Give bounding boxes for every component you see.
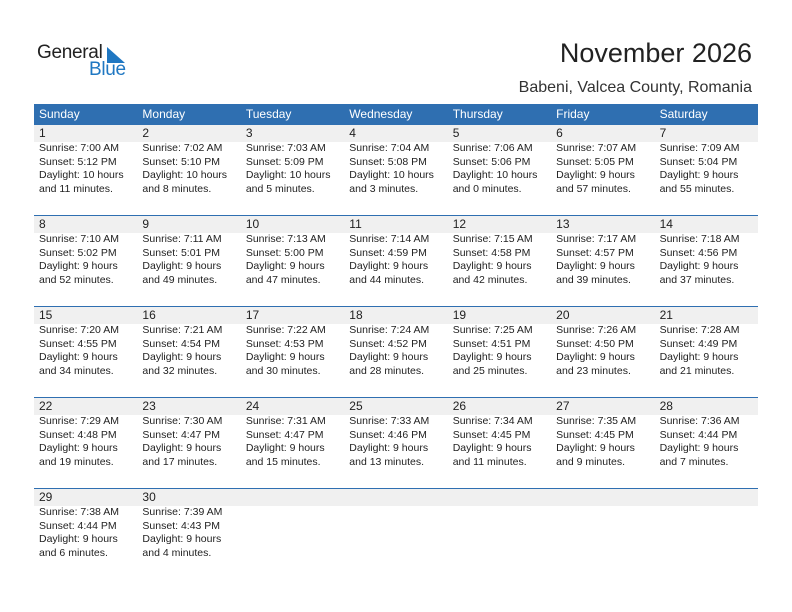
daylight-minutes: and 8 minutes. <box>142 182 212 195</box>
sunrise-time: Sunrise: 7:39 AM <box>142 506 223 518</box>
sunset-time: Sunset: 5:01 PM <box>142 246 221 259</box>
sunset-time: Sunset: 4:54 PM <box>142 337 221 350</box>
daylight-hours: Daylight: 9 hours <box>452 351 532 363</box>
day-cell <box>448 125 551 215</box>
daylight-hours: Daylight: 9 hours <box>556 260 635 272</box>
day-number: 8 <box>39 217 46 231</box>
daylight-minutes: and 28 minutes. <box>349 364 424 377</box>
daylight-minutes: and 34 minutes. <box>39 364 114 377</box>
daylight-minutes: and 49 minutes. <box>142 273 218 286</box>
sunset-time: Sunset: 4:51 PM <box>452 337 531 350</box>
day-cell <box>344 125 447 215</box>
sunset-time: Sunset: 4:47 PM <box>245 428 324 441</box>
sunset-time: Sunset: 5:10 PM <box>142 155 221 168</box>
sunset-time: Sunset: 5:09 PM <box>245 155 324 168</box>
sunset-time: Sunset: 4:48 PM <box>39 428 117 441</box>
day-number: 17 <box>245 308 260 322</box>
sunset-time: Sunset: 4:56 PM <box>659 246 738 259</box>
daylight-hours: Daylight: 9 hours <box>39 260 118 272</box>
sunrise-time: Sunrise: 7:07 AM <box>556 142 637 154</box>
location-subtitle: Babeni, Valcea County, Romania <box>518 79 752 96</box>
sunrise-time: Sunrise: 7:24 AM <box>349 324 430 336</box>
day-number: 9 <box>142 217 150 231</box>
day-number: 11 <box>349 217 362 231</box>
sunrise-time: Sunrise: 7:17 AM <box>556 233 637 245</box>
sunset-time: Sunset: 4:47 PM <box>142 428 221 441</box>
sunrise-time: Sunrise: 7:26 AM <box>556 324 637 336</box>
day-cell <box>137 216 240 306</box>
day-number: 12 <box>452 217 467 231</box>
daylight-minutes: and 5 minutes. <box>245 182 315 195</box>
day-cell <box>448 307 551 397</box>
sunset-time: Sunset: 4:49 PM <box>659 337 738 350</box>
day-number: 2 <box>142 126 150 140</box>
day-cell <box>551 398 654 488</box>
week-row <box>34 488 758 579</box>
sunrise-time: Sunrise: 7:30 AM <box>142 415 223 427</box>
sunrise-time: Sunrise: 7:36 AM <box>659 415 740 427</box>
day-number: 21 <box>659 308 673 322</box>
daylight-minutes: and 11 minutes. <box>452 455 527 468</box>
week-row <box>34 215 758 306</box>
day-cell <box>344 398 447 488</box>
daylight-minutes: and 13 minutes. <box>349 455 424 468</box>
daylight-hours: Daylight: 10 hours <box>142 169 228 181</box>
day-number: 14 <box>659 217 673 231</box>
daylight-minutes: and 39 minutes. <box>556 273 631 286</box>
sunset-time: Sunset: 4:45 PM <box>556 428 634 441</box>
day-number: 13 <box>556 217 570 231</box>
sunrise-time: Sunrise: 7:10 AM <box>39 233 119 245</box>
sunset-time: Sunset: 4:58 PM <box>452 246 531 259</box>
daylight-minutes: and 23 minutes. <box>556 364 631 377</box>
logo-word-general: General <box>37 42 103 63</box>
week-row <box>34 397 758 488</box>
sunrise-time: Sunrise: 7:04 AM <box>349 142 430 154</box>
week-grid <box>34 489 758 579</box>
daylight-minutes: and 21 minutes. <box>659 364 735 377</box>
sunset-time: Sunset: 4:45 PM <box>452 428 531 441</box>
day-number: 15 <box>39 308 53 322</box>
daylight-hours: Daylight: 9 hours <box>39 533 118 545</box>
day-cell <box>137 125 240 215</box>
daylight-hours: Daylight: 9 hours <box>245 260 325 272</box>
daylight-hours: Daylight: 9 hours <box>659 351 739 363</box>
sunrise-time: Sunrise: 7:14 AM <box>349 233 430 245</box>
day-cell <box>551 125 654 215</box>
daylight-minutes: and 19 minutes. <box>39 455 114 468</box>
daylight-hours: Daylight: 9 hours <box>142 351 222 363</box>
daylight-minutes: and 42 minutes. <box>452 273 528 286</box>
sunset-time: Sunset: 5:08 PM <box>349 155 427 168</box>
day-number: 4 <box>349 126 356 140</box>
daylight-hours: Daylight: 9 hours <box>142 260 222 272</box>
sunrise-time: Sunrise: 7:09 AM <box>659 142 740 154</box>
daylight-hours: Daylight: 10 hours <box>349 169 434 181</box>
daylight-hours: Daylight: 9 hours <box>142 442 222 454</box>
calendar-grid <box>34 104 758 579</box>
day-number <box>660 489 758 506</box>
day-number: 23 <box>142 399 156 413</box>
daylight-minutes: and 55 minutes. <box>659 182 735 195</box>
sunrise-time: Sunrise: 7:29 AM <box>39 415 119 427</box>
daylight-hours: Daylight: 10 hours <box>245 169 331 181</box>
daylight-minutes: and 7 minutes. <box>659 455 729 468</box>
sunrise-time: Sunrise: 7:28 AM <box>659 324 740 336</box>
day-cell <box>34 398 137 488</box>
empty-day-cell <box>551 489 654 579</box>
daylight-hours: Daylight: 9 hours <box>39 351 118 363</box>
daylight-hours: Daylight: 9 hours <box>659 442 739 454</box>
day-number: 20 <box>556 308 570 322</box>
daylight-minutes: and 37 minutes. <box>659 273 735 286</box>
sunrise-time: Sunrise: 7:21 AM <box>142 324 223 336</box>
daylight-minutes: and 25 minutes. <box>452 364 528 377</box>
day-cell <box>448 216 551 306</box>
sunrise-time: Sunrise: 7:15 AM <box>452 233 533 245</box>
day-number: 16 <box>142 308 156 322</box>
week-grid <box>34 398 758 488</box>
daylight-hours: Daylight: 9 hours <box>452 260 532 272</box>
daylight-hours: Daylight: 9 hours <box>349 260 429 272</box>
daylight-hours: Daylight: 9 hours <box>245 442 325 454</box>
daylight-hours: Daylight: 9 hours <box>245 351 325 363</box>
weekday-monday: Monday <box>142 107 186 121</box>
daylight-hours: Daylight: 10 hours <box>452 169 538 181</box>
empty-day-cell <box>241 489 344 579</box>
weekday-sunday: Sunday <box>39 107 80 121</box>
sunset-time: Sunset: 4:50 PM <box>556 337 634 350</box>
generalblue-logo <box>37 42 137 82</box>
logo-word-blue: Blue <box>89 59 126 80</box>
sunrise-time: Sunrise: 7:11 AM <box>142 233 222 245</box>
day-number <box>556 489 654 506</box>
day-cell <box>137 398 240 488</box>
day-cell <box>655 307 758 397</box>
sunset-time: Sunset: 4:55 PM <box>39 337 117 350</box>
day-cell <box>34 216 137 306</box>
weekday-friday: Friday <box>556 107 590 121</box>
week-grid <box>34 125 758 215</box>
empty-day-cell <box>448 489 551 579</box>
day-cell <box>344 216 447 306</box>
sunset-time: Sunset: 4:46 PM <box>349 428 427 441</box>
week-grid <box>34 216 758 306</box>
daylight-minutes: and 32 minutes. <box>142 364 218 377</box>
daylight-hours: Daylight: 9 hours <box>349 442 429 454</box>
sunset-time: Sunset: 4:53 PM <box>245 337 324 350</box>
sunrise-time: Sunrise: 7:13 AM <box>245 233 326 245</box>
sunset-time: Sunset: 4:52 PM <box>349 337 427 350</box>
daylight-minutes: and 30 minutes. <box>245 364 321 377</box>
day-number: 28 <box>659 399 673 413</box>
sunrise-time: Sunrise: 7:25 AM <box>452 324 533 336</box>
day-number: 7 <box>659 126 667 140</box>
day-number: 22 <box>39 399 53 413</box>
daylight-minutes: and 11 minutes. <box>39 182 113 195</box>
sunset-time: Sunset: 5:05 PM <box>556 155 634 168</box>
empty-day-cell <box>344 489 447 579</box>
sunrise-time: Sunrise: 7:31 AM <box>245 415 326 427</box>
sunset-time: Sunset: 4:44 PM <box>39 519 117 532</box>
daylight-hours: Daylight: 9 hours <box>349 351 429 363</box>
day-cell <box>137 307 240 397</box>
day-number: 25 <box>349 399 363 413</box>
sunrise-time: Sunrise: 7:22 AM <box>245 324 326 336</box>
daylight-minutes: and 9 minutes. <box>556 455 626 468</box>
daylight-hours: Daylight: 10 hours <box>39 169 124 181</box>
day-cell <box>551 216 654 306</box>
sunrise-time: Sunrise: 7:02 AM <box>142 142 223 154</box>
sunset-time: Sunset: 4:57 PM <box>556 246 634 259</box>
day-number: 5 <box>452 126 460 140</box>
day-number: 24 <box>245 399 260 413</box>
day-number: 10 <box>245 217 260 231</box>
daylight-minutes: and 3 minutes. <box>349 182 419 195</box>
day-number <box>246 489 344 506</box>
day-number: 19 <box>452 308 467 322</box>
day-number: 29 <box>39 490 53 504</box>
sunset-time: Sunset: 4:44 PM <box>659 428 738 441</box>
weekday-saturday: Saturday <box>659 107 708 121</box>
sunset-time: Sunset: 5:00 PM <box>245 246 324 259</box>
day-number: 30 <box>142 490 156 504</box>
day-number: 1 <box>39 126 46 140</box>
day-cell <box>34 307 137 397</box>
daylight-hours: Daylight: 9 hours <box>142 533 222 545</box>
daylight-minutes: and 0 minutes. <box>452 182 522 195</box>
sunrise-time: Sunrise: 7:34 AM <box>452 415 533 427</box>
page-title: November 2026 <box>559 38 752 68</box>
daylight-minutes: and 4 minutes. <box>142 546 212 559</box>
sunrise-time: Sunrise: 7:35 AM <box>556 415 637 427</box>
sunset-time: Sunset: 4:59 PM <box>349 246 427 259</box>
daylight-hours: Daylight: 9 hours <box>556 351 635 363</box>
day-number: 26 <box>452 399 467 413</box>
sunrise-time: Sunrise: 7:18 AM <box>659 233 740 245</box>
weekday-wednesday: Wednesday <box>349 107 413 121</box>
daylight-minutes: and 44 minutes. <box>349 273 424 286</box>
week-grid <box>34 307 758 397</box>
daylight-minutes: and 17 minutes. <box>142 455 218 468</box>
daylight-hours: Daylight: 9 hours <box>39 442 118 454</box>
week-row <box>34 306 758 397</box>
day-number: 18 <box>349 308 363 322</box>
weekday-header-row <box>34 104 758 125</box>
day-cell <box>241 125 344 215</box>
day-cell <box>655 398 758 488</box>
daylight-hours: Daylight: 9 hours <box>452 442 532 454</box>
sunset-time: Sunset: 4:43 PM <box>142 519 221 532</box>
daylight-minutes: and 57 minutes. <box>556 182 631 195</box>
daylight-hours: Daylight: 9 hours <box>556 442 635 454</box>
daylight-hours: Daylight: 9 hours <box>659 169 739 181</box>
weekday-thursday: Thursday <box>452 107 503 121</box>
sunset-time: Sunset: 5:12 PM <box>39 155 117 168</box>
sunrise-time: Sunrise: 7:06 AM <box>452 142 533 154</box>
day-number: 27 <box>556 399 570 413</box>
sunset-time: Sunset: 5:02 PM <box>39 246 117 259</box>
day-number: 6 <box>556 126 563 140</box>
sunset-time: Sunset: 5:04 PM <box>659 155 738 168</box>
daylight-minutes: and 6 minutes. <box>39 546 108 559</box>
day-cell <box>448 398 551 488</box>
day-cell <box>137 489 240 579</box>
daylight-minutes: and 52 minutes. <box>39 273 114 286</box>
sunrise-time: Sunrise: 7:00 AM <box>39 142 119 154</box>
sunrise-time: Sunrise: 7:20 AM <box>39 324 119 336</box>
daylight-minutes: and 47 minutes. <box>245 273 321 286</box>
day-cell <box>34 489 137 579</box>
day-number <box>349 489 447 506</box>
sunset-time: Sunset: 5:06 PM <box>452 155 531 168</box>
day-cell <box>551 307 654 397</box>
weekday-tuesday: Tuesday <box>245 107 292 121</box>
week-row <box>34 125 758 215</box>
day-cell <box>655 125 758 215</box>
day-cell <box>241 216 344 306</box>
day-cell <box>655 216 758 306</box>
day-cell <box>241 307 344 397</box>
day-cell <box>241 398 344 488</box>
day-number: 3 <box>245 126 253 140</box>
weeks-container <box>34 125 758 579</box>
day-number <box>453 489 551 506</box>
daylight-hours: Daylight: 9 hours <box>659 260 739 272</box>
sunrise-time: Sunrise: 7:38 AM <box>39 506 119 518</box>
empty-day-cell <box>655 489 758 579</box>
daylight-minutes: and 15 minutes. <box>245 455 321 468</box>
daylight-hours: Daylight: 9 hours <box>556 169 635 181</box>
sunrise-time: Sunrise: 7:03 AM <box>245 142 326 154</box>
sunrise-time: Sunrise: 7:33 AM <box>349 415 430 427</box>
day-cell <box>34 125 137 215</box>
day-cell <box>344 307 447 397</box>
